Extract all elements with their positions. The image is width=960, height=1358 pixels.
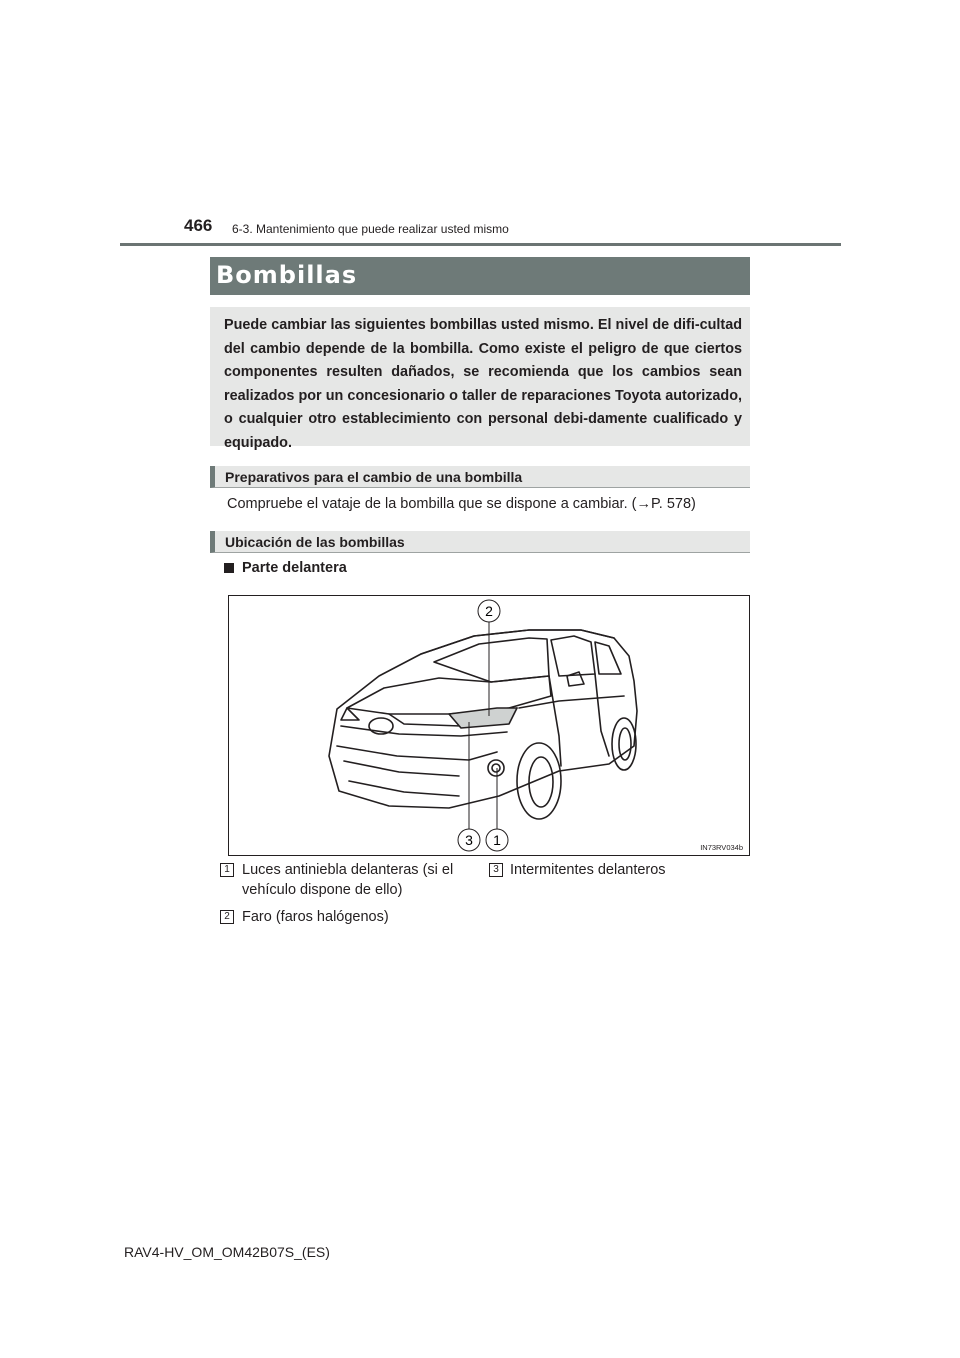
callout-3-label: 3 — [465, 832, 473, 848]
subheading-preparation — [210, 466, 750, 488]
intro-text: Puede cambiar las siguientes bombillas usted mismo. El nivel de difi-cultad del cambio depende de la bombilla. Como existe el peligro de que ciertos componentes resulten dañados, se recomienda que los cambios sean realizados por un concesionario o taller de reparaciones Toyota autorizado, o cualquier otro establecimiento con personal debi-damente cualificado y equipado. — [224, 317, 742, 451]
car-illustration — [229, 596, 749, 855]
legend-num-1: 1 — [220, 863, 234, 877]
subsection-front: Parte delantera — [242, 560, 347, 576]
footer-doc-id: RAV4-HV_OM_OM42B07S_(ES) — [124, 1244, 330, 1260]
intro-box — [210, 307, 750, 451]
callout-2-label: 2 — [485, 603, 493, 619]
subheading-location — [210, 531, 750, 553]
legend-item-1 — [242, 860, 482, 900]
callout-1-label: 1 — [493, 832, 501, 848]
car-figure — [228, 595, 750, 856]
square-bullet-icon — [224, 563, 234, 573]
legend-item-1-line-2: vehículo dispone de ello) — [242, 882, 403, 898]
page-title: Bombillas — [216, 261, 358, 289]
legend-item-3-line-1: Intermitentes delanteros — [510, 862, 666, 878]
figure-code: IN73RV034b — [700, 843, 743, 852]
section-header: 6-3. Mantenimiento que puede realizar usted mismo — [232, 222, 509, 236]
subheading-location-label: Ubicación de las bombillas — [225, 534, 405, 550]
legend-item-2-line-1: Faro (faros halógenos) — [242, 909, 389, 925]
legend-item-1-line-1: Luces antiniebla delanteras (si el — [242, 862, 454, 878]
legend-item-2 — [242, 907, 389, 927]
subheading-preparation-label: Preparativos para el cambio de una bombilla — [225, 469, 523, 485]
legend-num-2: 2 — [220, 910, 234, 924]
preparation-text: Compruebe el vataje de la bombilla que se dispone a cambiar. (→P. 578) — [227, 496, 696, 512]
page-number: 466 — [184, 216, 213, 235]
legend-num-3: 3 — [489, 863, 503, 877]
title-bar — [210, 257, 750, 295]
header-rule — [120, 243, 841, 246]
legend-item-3 — [510, 860, 666, 880]
